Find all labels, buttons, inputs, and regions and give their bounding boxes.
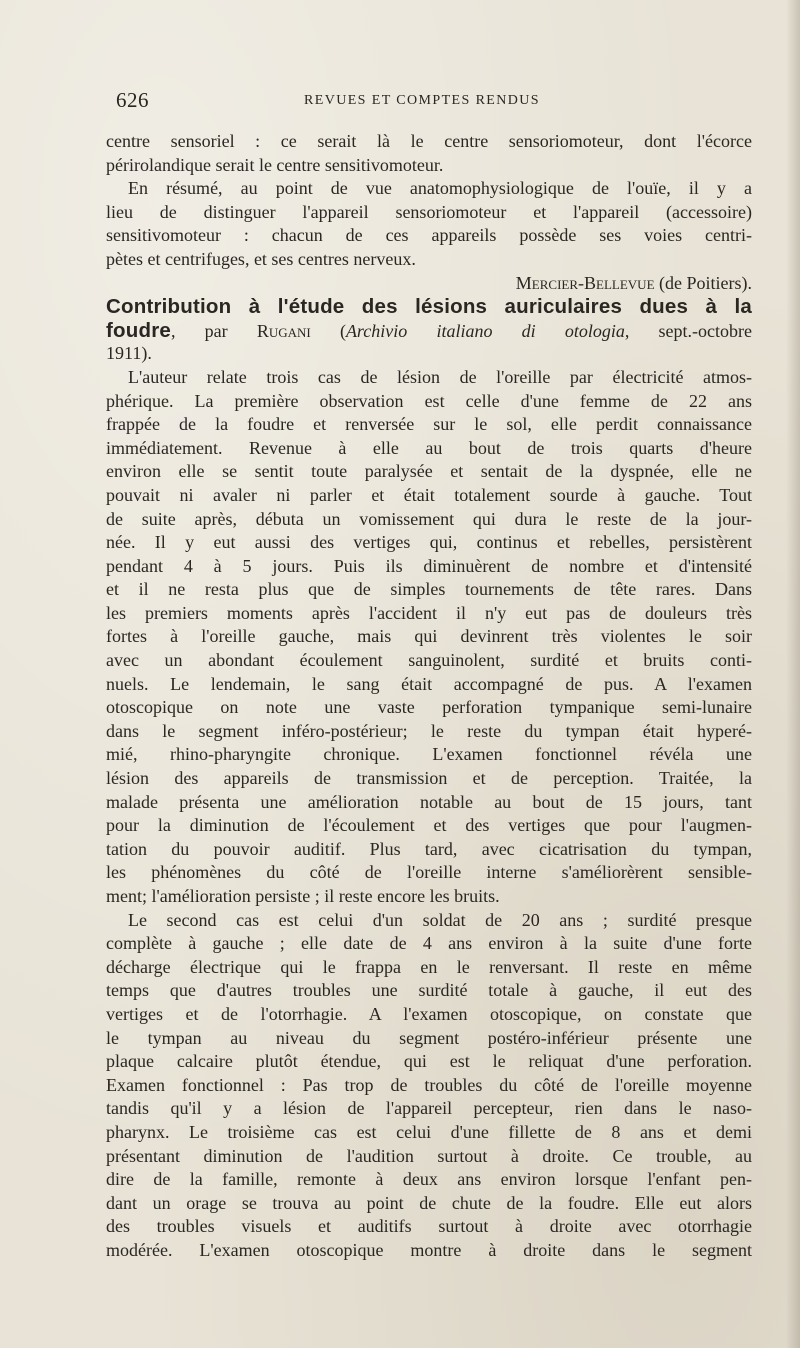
page-edge-shadow	[786, 0, 800, 1348]
text-line: de suite après, débuta un vomissement qui dura le reste de la jour-	[106, 508, 752, 529]
text-line: le tympan au niveau du segment postéro-inférieur présente une	[106, 1027, 752, 1048]
text-line: les premiers moments après l'accident il n'y eut pas de douleurs très	[106, 602, 752, 623]
text-line: centre sensoriel : ce serait là le centre sensoriomoteur, dont l'écorce	[106, 131, 752, 151]
text-line: L'auteur relate trois cas de lésion de l'oreille par électricité atmos-	[128, 366, 752, 387]
article-by: , par	[170, 320, 257, 341]
text-line: phérique. La première observation est celle d'une femme de 22 ans	[106, 390, 752, 411]
text-line: ment; l'amélioration persiste ; il reste encore les bruits.	[106, 886, 500, 906]
text-line: Le second cas est celui d'un soldat de 20 ans ; surdité presque	[128, 909, 752, 930]
text-line: immédiatement. Revenue à elle au bout de trois quarts d'heure	[106, 437, 752, 458]
text-line: complète à gauche ; elle date de 4 ans environ à la suite d'une forte	[106, 933, 752, 954]
text-line: dant un orage se trouva au point de chute de la foudre. Elle eut alors	[106, 1192, 752, 1213]
text-line: otoscopique on note une vaste perforation tympanique semi-lunaire	[106, 697, 752, 718]
journal-title: REVUES ET COMPTES RENDUS	[304, 93, 540, 108]
article-source: Archivio italiano di otologia	[345, 320, 625, 341]
text-line: mié, rhino-pharyngite chronique. L'examen fonctionnel révéla une	[106, 744, 752, 765]
running-head	[116, 88, 746, 118]
text-line: Examen fonctionnel : Pas trop de troubles du côté de l'oreille moyenne	[106, 1074, 752, 1095]
text-line: présentant diminution de l'audition surtout à droite. Ce trouble, au	[106, 1145, 752, 1166]
text-line: sensitivomoteur : chacun de ces appareils possède ses voies centri-	[106, 225, 752, 246]
text-line: périrolandique serait le centre sensitivomoteur.	[106, 154, 444, 175]
text-line: pètes et centrifuges, et ses centres nerveux.	[106, 248, 416, 269]
text-line: pouvait ni avaler ni parler et était totalement sourde à gauche. Tout	[106, 484, 752, 505]
text-line: pharynx. Le troisième cas est celui d'une fillette de 8 ans et demi	[106, 1121, 752, 1142]
text-line: lésion des appareils de transmission et de perception. Traitée, la	[106, 768, 752, 789]
text-line: tandis qu'il y a lésion de l'appareil percepteur, rien dans le naso-	[106, 1098, 752, 1119]
text-line: lieu de distinguer l'appareil sensoriomoteur et l'appareil (accessoire)	[106, 201, 752, 222]
body-text	[106, 130, 752, 1263]
text-line: En résumé, au point de vue anatomophysiologique de l'ouïe, il y a	[128, 178, 752, 199]
text-line: des troubles visuels et auditifs surtout à droite avec otorrhagie	[106, 1216, 752, 1237]
text-line: pendant 4 à 5 jours. Puis ils diminuèrent de nombre et d'intensité	[106, 555, 752, 576]
review-signature	[106, 272, 752, 296]
article-source-open: (	[310, 320, 346, 341]
article-source-date: , sept.-octobre	[624, 320, 752, 341]
text-line: née. Il y eut aussi des vertiges qui, continus et rebelles, persistèrent	[106, 532, 752, 553]
text-line: frappée de la foudre et renversée sur le sol, elle perdit connaissance	[106, 414, 752, 435]
text-line: dire de la famille, remonte à deux ans environ lorsque l'enfant pen-	[106, 1169, 752, 1190]
text-line: décharge électrique qui le frappa en le renversant. Il reste en même	[106, 956, 752, 977]
signature-name: Mercier-Bellevue	[515, 272, 655, 293]
article-title-line	[106, 295, 752, 319]
text-line: fortes à l'oreille gauche, mais qui devinrent très violentes le soir	[106, 626, 752, 647]
text-line: avec un abondant écoulement sanguinolent, surdité et bruits conti-	[106, 650, 752, 671]
text-line: temps que d'autres troubles une surdité totale à gauche, il eut des	[106, 980, 752, 1001]
signature-place: (de Poitiers).	[654, 272, 752, 293]
page-number: 626	[116, 88, 149, 112]
article-author: Rugani	[256, 320, 311, 341]
text-line: dans le segment inféro-postérieur; le reste du tympan était hyperé-	[106, 720, 752, 741]
text-line: et il ne resta plus que de simples tournements de tête rares. Dans	[106, 579, 752, 600]
article-year-line: 1911).	[106, 343, 152, 364]
article-title-end: foudre	[106, 318, 171, 342]
text-line: nuels. Le lendemain, le sang était accompagné de pus. A l'examen	[106, 673, 752, 694]
text-line: vertiges et de l'otorrhagie. A l'examen otoscopique, on constate que	[106, 1003, 752, 1024]
text-line: pour la diminution de l'écoulement et des vertiges que pour l'augmen-	[106, 815, 752, 836]
article-title-line	[106, 319, 752, 343]
text-line: les phénomènes du côté de l'oreille interne s'améliorèrent sensible-	[106, 862, 752, 883]
text-line: malade présenta une amélioration notable au bout de 15 jours, tant	[106, 791, 752, 812]
text-line: plaque calcaire plutôt étendue, qui est le reliquat d'une perforation.	[106, 1051, 752, 1072]
article-title: Contribution à l'étude des lésions auriculaires dues à la	[106, 295, 752, 319]
text-line: modérée. L'examen otoscopique montre à droite dans le segment	[106, 1239, 752, 1260]
text-line: tation du pouvoir auditif. Plus tard, avec cicatrisation du tympan,	[106, 838, 752, 859]
text-line: environ elle se sentit toute paralysée et sentait de la dyspnée, elle ne	[106, 461, 752, 482]
